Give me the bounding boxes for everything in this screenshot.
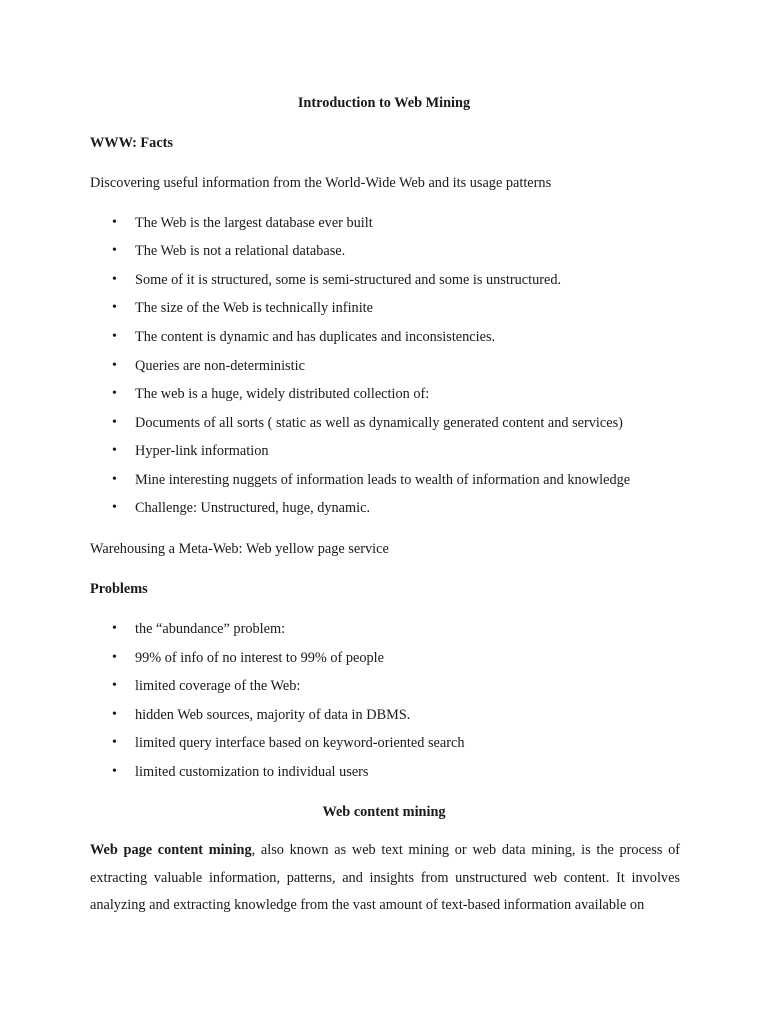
list-item: The web is a huge, widely distributed collection of: bbox=[135, 386, 430, 402]
list-item: The content is dynamic and has duplicates and inconsistencies. bbox=[135, 329, 496, 345]
list-item: Mine interesting nuggets of information leads to wealth of information and knowledge bbox=[135, 472, 631, 488]
bullet-icon: • bbox=[112, 272, 117, 287]
list-item: 99% of info of no interest to 99% of people bbox=[135, 650, 384, 666]
bullet-icon: • bbox=[112, 329, 117, 344]
list-item: The Web is not a relational database. bbox=[135, 243, 346, 259]
bullet-icon: • bbox=[112, 386, 117, 401]
bullet-icon: • bbox=[112, 243, 117, 258]
bullet-icon: • bbox=[112, 500, 117, 515]
list-item: Documents of all sorts ( static as well as dynamically generated content and services) bbox=[135, 415, 623, 431]
bullet-icon: • bbox=[112, 443, 117, 458]
list-item: Challenge: Unstructured, huge, dynamic. bbox=[135, 500, 371, 516]
paragraph-body: , also known as web text mining or web data mining, is the process of extracting valuable information, patterns, and insights from unstructured web content. It involves analyzing and extracting knowledge from the vast amount of text-based information available on bbox=[90, 842, 680, 913]
bullet-icon: • bbox=[112, 707, 117, 722]
section-heading-www-facts: WWW: Facts bbox=[90, 135, 173, 151]
paragraph-lead-term: Web page content mining bbox=[90, 842, 252, 858]
list-item: The size of the Web is technically infinite bbox=[135, 300, 373, 316]
list-item: The Web is the largest database ever built bbox=[135, 215, 373, 231]
bullet-icon: • bbox=[112, 621, 117, 636]
document-title: Introduction to Web Mining bbox=[297, 95, 471, 111]
bullet-icon: • bbox=[112, 472, 117, 487]
intro-sentence: Discovering useful information from the World-Wide Web and its usage patterns bbox=[90, 175, 552, 191]
warehousing-sentence: Warehousing a Meta-Web: Web yellow page service bbox=[90, 541, 389, 557]
list-item: limited query interface based on keyword-oriented search bbox=[135, 735, 465, 751]
section-heading-problems: Problems bbox=[90, 581, 148, 597]
bullet-icon: • bbox=[112, 300, 117, 315]
bullet-icon: • bbox=[112, 215, 117, 230]
bullet-icon: • bbox=[112, 678, 117, 693]
bullet-icon: • bbox=[112, 650, 117, 665]
list-item: Hyper-link information bbox=[135, 443, 269, 459]
bullet-icon: • bbox=[112, 764, 117, 779]
list-item: Some of it is structured, some is semi-structured and some is unstructured. bbox=[135, 272, 562, 288]
section-heading-web-content-mining: Web content mining bbox=[322, 804, 446, 820]
bullet-icon: • bbox=[112, 358, 117, 373]
bullet-icon: • bbox=[112, 415, 117, 430]
list-item: limited coverage of the Web: bbox=[135, 678, 301, 694]
bullet-icon: • bbox=[112, 735, 117, 750]
list-item: the “abundance” problem: bbox=[135, 621, 286, 637]
content-mining-paragraph bbox=[90, 837, 680, 920]
list-item: Queries are non-deterministic bbox=[135, 358, 305, 374]
list-item: limited customization to individual users bbox=[135, 764, 369, 780]
list-item: hidden Web sources, majority of data in DBMS. bbox=[135, 707, 411, 723]
